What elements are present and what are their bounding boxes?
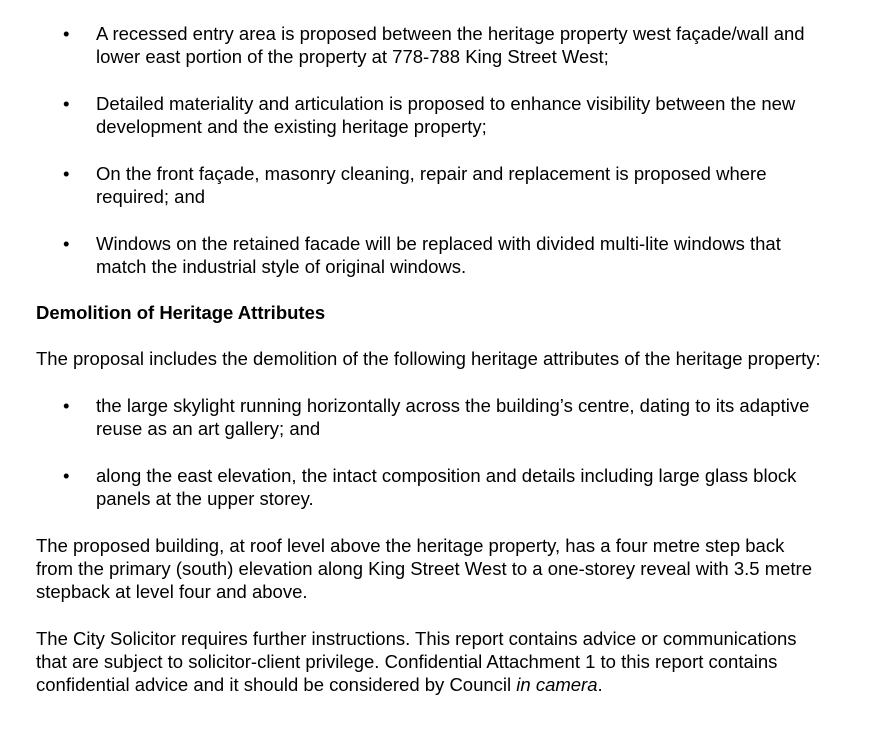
bullet-icon: • (63, 163, 70, 184)
bullet-icon: • (63, 93, 70, 114)
list-item (36, 232, 826, 278)
list-item-text: Windows on the retained facade will be replaced with divided multi-lite windows that match the industrial style of original windows. (96, 233, 781, 277)
solicitor-italic-tail: in camera (516, 674, 598, 695)
list-item (36, 394, 826, 440)
list-item-text: along the east elevation, the intact composition and details including large glass block panels at the upper storey. (96, 465, 797, 509)
bullet-list-demolition (36, 394, 826, 510)
bullet-icon: • (63, 23, 70, 44)
list-item (36, 162, 826, 208)
intro-paragraph: The proposal includes the demolition of the following heritage attributes of the heritage property: (36, 348, 821, 369)
bullet-list-proposal (36, 22, 826, 278)
list-item-text: On the front façade, masonry cleaning, repair and replacement is proposed where required; and (96, 163, 767, 207)
section-heading: Demolition of Heritage Attributes (36, 302, 326, 323)
list-item (36, 92, 826, 138)
list-item (36, 22, 826, 68)
list-item (36, 464, 826, 510)
solicitor-text: The City Solicitor requires further instructions. This report contains advice or communications that are subject to solicitor-client privilege. Confidential Attachment 1 to this report contains confidential advice and it should be considered by Council (36, 628, 797, 695)
solicitor-paragraph (36, 627, 826, 696)
document-page (36, 22, 826, 720)
bullet-icon: • (63, 395, 70, 416)
list-item-text: the large skylight running horizontally across the building’s centre, dating to its adaptive reuse as an art gallery; and (96, 395, 810, 439)
list-item-text: A recessed entry area is proposed between the heritage property west façade/wall and lower east portion of the property at 778-788 King Street West; (96, 23, 805, 67)
solicitor-end: . (597, 674, 603, 695)
building-paragraph: The proposed building, at roof level above the heritage property, has a four metre step back from the primary (south) elevation along King Street West to a one-storey reveal with 3.5 metre stepback at level four and above. (36, 535, 812, 602)
list-item-text: Detailed materiality and articulation is proposed to enhance visibility between the new development and the existing heritage property; (96, 93, 796, 137)
bullet-icon: • (63, 465, 70, 486)
bullet-icon: • (63, 233, 70, 254)
